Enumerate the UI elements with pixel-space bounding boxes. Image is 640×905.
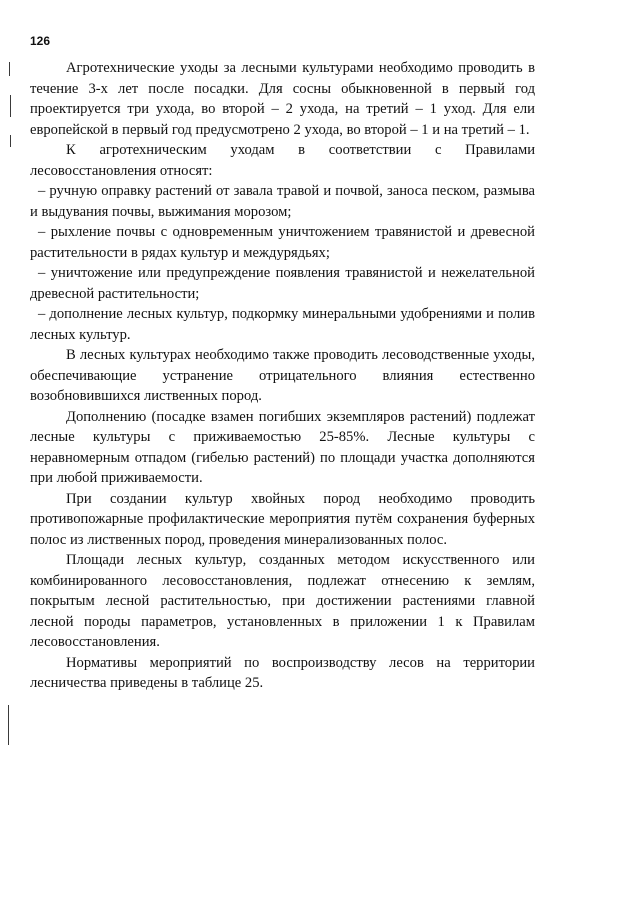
paragraph: В лесных культурах необходимо также проводить лесоводственные уходы, обеспечивающие устранение отрицательного влияния естественно возобновившихся лиственных пород. (30, 347, 535, 404)
paragraph: Дополнению (посадке взамен погибших экземпляров растений) подлежат лесные культуры с приживаемостью 25-85%. Лесные культуры с неравномерным отпадом (гибелью растений) по площади участка дополняются при любой приживаемости. (30, 408, 535, 486)
paragraph: К агротехническим уходам в соответствии с Правилами лесовосстановления относят: (30, 142, 535, 179)
scan-edge-mark (10, 95, 11, 117)
scan-edge-mark (10, 135, 11, 147)
scan-edge-mark (8, 705, 9, 745)
page-number: 126 (30, 34, 51, 48)
list-item: – ручную оправку растений от завала травой и почвой, заноса песком, размыва и выдувания почвы, выжимания морозом; (30, 183, 535, 220)
list-item: – дополнение лесных культур, подкормку минеральными удобрениями и полив лесных культур. (30, 306, 535, 343)
scan-edge-mark (9, 62, 10, 76)
paragraph: Нормативы мероприятий по воспроизводству лесов на территории лесничества приведены в таблице 25. (30, 654, 535, 691)
list-item: – рыхление почвы с одновременным уничтожением травянистой и древесной растительности в рядах культур и междурядьях; (30, 224, 535, 261)
list-item: – уничтожение или предупреждение появления травянистой и нежелательной древесной растительности; (30, 265, 535, 302)
body-text (30, 58, 535, 694)
paragraph: Площади лесных культур, созданных методом искусственного или комбинированного лесовосстановления, подлежат отнесению к землям, покрытым лесной растительностью, при достижении растениями главной лесной породы параметров, установленных в приложении 1 к Правилам лесовосстановления. (30, 552, 535, 650)
paragraph: Агротехнические уходы за лесными культурами необходимо проводить в течение 3-х лет после посадки. Для сосны обыкновенной в первый год проектируется три ухода, во второй – 2 ухода, на третий – 1 уход. Для ели европейской в первый год предусмотрено 2 ухода, во второй – 1 и на третий – 1. (30, 60, 535, 138)
paragraph: При создании культур хвойных пород необходимо проводить противопожарные профилактические мероприятия путём сохранения буферных полос из лиственных пород, проведения минерализованных полос. (30, 490, 535, 548)
